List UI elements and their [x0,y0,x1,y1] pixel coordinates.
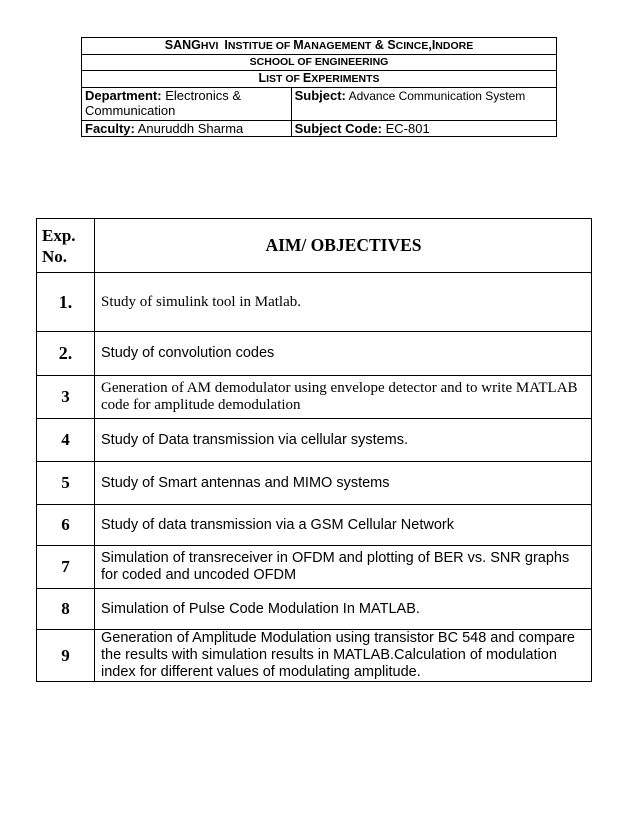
exp-no-cell: 3 [37,376,95,419]
experiments-table [36,218,592,682]
exp-no-cell: 5 [37,462,95,505]
aim-cell: Study of Data transmission via cellular systems. [95,419,592,462]
aim-cell: Study of Smart antennas and MIMO systems [95,462,592,505]
department-cell [82,88,292,121]
aim-cell: Study of simulink tool in Matlab. [95,273,592,332]
subject-code-value: EC-801 [382,121,430,136]
aim-cell: Study of convolution codes [95,332,592,376]
exp-no-cell: 2. [37,332,95,376]
subject-label: Subject: [294,88,346,103]
exp-no-cell: 8 [37,589,95,630]
list-title: LIST OF EXPERIMENTS [82,71,557,88]
exp-no-header: Exp. No. [37,219,95,273]
department-label: Department: [85,88,162,103]
aim-cell: Study of data transmission via a GSM Cellular Network [95,505,592,546]
aim-cell: Simulation of transreceiver in OFDM and plotting of BER vs. SNR graphs for coded and uncoded OFDM [95,546,592,589]
aim-header: AIM/ OBJECTIVES [95,219,592,273]
subject-code-label: Subject Code: [294,121,382,136]
exp-no-cell: 6 [37,505,95,546]
header-table [81,37,557,137]
exp-no-cell: 7 [37,546,95,589]
aim-cell: Generation of Amplitude Modulation using transistor BC 548 and compare the results with simulation results in MATLAB.Calculation of modulation index for different values of modulating amplitude. [95,630,592,682]
faculty-cell [82,121,292,137]
subject-code-cell [291,121,556,137]
school-name: SCHOOL OF ENGINEERING [82,55,557,71]
department-value: Electronics & Communication [85,88,242,118]
faculty-label: Faculty: [85,121,135,136]
subject-cell [291,88,556,121]
institute-name: SANGHVI INSTITUE OF MANAGEMENT & SCINCE,INDORE [82,38,557,55]
exp-no-cell: 4 [37,419,95,462]
aim-cell: Generation of AM demodulator using envelope detector and to write MATLAB code for amplitude demodulation [95,376,592,419]
aim-cell: Simulation of Pulse Code Modulation In MATLAB. [95,589,592,630]
exp-no-cell: 1. [37,273,95,332]
faculty-value: Anuruddh Sharma [134,121,244,136]
exp-no-cell: 9 [37,630,95,682]
subject-value: Advance Communication System [345,89,526,103]
